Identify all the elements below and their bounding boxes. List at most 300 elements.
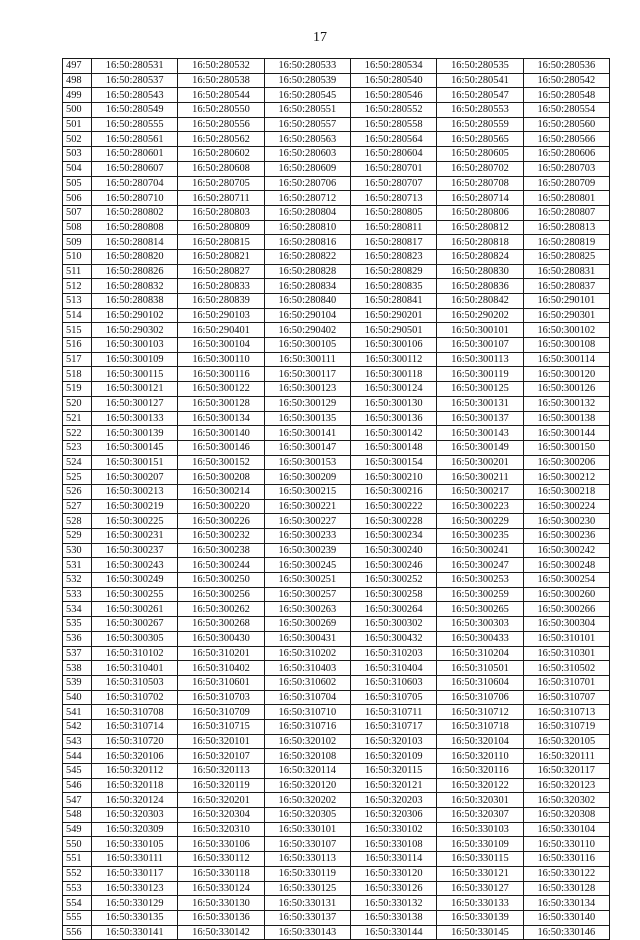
cadastral-number-cell: 16:50:330121 — [437, 866, 523, 881]
row-number-cell: 537 — [63, 646, 92, 661]
table-row — [63, 161, 610, 176]
table-row — [63, 822, 610, 837]
row-number-cell: 552 — [63, 866, 92, 881]
cadastral-number-cell: 16:50:280826 — [92, 264, 178, 279]
cadastral-number-cell: 16:50:280806 — [437, 205, 523, 220]
cadastral-number-cell: 16:50:280838 — [92, 294, 178, 309]
cadastral-number-cell: 16:50:310402 — [178, 661, 264, 676]
table-row — [63, 852, 610, 867]
cadastral-number-cell: 16:50:300111 — [264, 352, 350, 367]
cadastral-number-cell: 16:50:280825 — [523, 249, 609, 264]
cadastral-number-cell: 16:50:280823 — [350, 249, 436, 264]
cadastral-number-cell: 16:50:280601 — [92, 147, 178, 162]
cadastral-number-cell: 16:50:310716 — [264, 719, 350, 734]
cadastral-number-cell: 16:50:310403 — [264, 661, 350, 676]
cadastral-number-cell: 16:50:280541 — [437, 73, 523, 88]
cadastral-number-cell: 16:50:300248 — [523, 558, 609, 573]
cadastral-number-cell: 16:50:320115 — [350, 764, 436, 779]
cadastral-number-cell: 16:50:280817 — [350, 235, 436, 250]
table-row — [63, 205, 610, 220]
row-number-cell: 507 — [63, 205, 92, 220]
cadastral-number-cell: 16:50:300107 — [437, 338, 523, 353]
cadastral-number-cell: 16:50:280822 — [264, 249, 350, 264]
cadastral-number-cell: 16:50:280816 — [264, 235, 350, 250]
cadastral-number-cell: 16:50:280555 — [92, 117, 178, 132]
row-number-cell: 549 — [63, 822, 92, 837]
table-row — [63, 396, 610, 411]
cadastral-number-cell: 16:50:300263 — [264, 602, 350, 617]
cadastral-number-cell: 16:50:300148 — [350, 440, 436, 455]
cadastral-number-cell: 16:50:320202 — [264, 793, 350, 808]
cadastral-number-cell: 16:50:280819 — [523, 235, 609, 250]
cadastral-number-cell: 16:50:320107 — [178, 749, 264, 764]
cadastral-number-cell: 16:50:300254 — [523, 573, 609, 588]
cadastral-number-cell: 16:50:330124 — [178, 881, 264, 896]
cadastral-number-cell: 16:50:300113 — [437, 352, 523, 367]
row-number-cell: 517 — [63, 352, 92, 367]
cadastral-number-cell: 16:50:310201 — [178, 646, 264, 661]
table-row — [63, 558, 610, 573]
cadastral-number-cell: 16:50:280805 — [350, 205, 436, 220]
table-row — [63, 455, 610, 470]
cadastral-number-cell: 16:50:280563 — [264, 132, 350, 147]
cadastral-number-cell: 16:50:300208 — [178, 470, 264, 485]
cadastral-number-cell: 16:50:300305 — [92, 631, 178, 646]
cadastral-number-cell: 16:50:310404 — [350, 661, 436, 676]
cadastral-number-cell: 16:50:280707 — [350, 176, 436, 191]
cadastral-number-cell: 16:50:310720 — [92, 734, 178, 749]
cadastral-number-cell: 16:50:320105 — [523, 734, 609, 749]
cadastral-number-cell: 16:50:300433 — [437, 631, 523, 646]
cadastral-number-cell: 16:50:300303 — [437, 617, 523, 632]
cadastral-number-cell: 16:50:300231 — [92, 529, 178, 544]
table-row — [63, 147, 610, 162]
cadastral-number-cell: 16:50:280821 — [178, 249, 264, 264]
cadastral-number-cell: 16:50:280561 — [92, 132, 178, 147]
cadastral-number-cell: 16:50:330125 — [264, 881, 350, 896]
cadastral-number-cell: 16:50:280557 — [264, 117, 350, 132]
cadastral-number-cell: 16:50:280556 — [178, 117, 264, 132]
cadastral-number-cell: 16:50:300121 — [92, 382, 178, 397]
cadastral-number-cell: 16:50:320112 — [92, 764, 178, 779]
row-number-cell: 504 — [63, 161, 92, 176]
table-row — [63, 294, 610, 309]
cadastral-number-cell: 16:50:310705 — [350, 690, 436, 705]
cadastral-number-cell: 16:50:300249 — [92, 573, 178, 588]
row-number-cell: 548 — [63, 808, 92, 823]
cadastral-number-cell: 16:50:280815 — [178, 235, 264, 250]
table-row — [63, 117, 610, 132]
cadastral-number-cell: 16:50:280709 — [523, 176, 609, 191]
cadastral-number-cell: 16:50:300222 — [350, 499, 436, 514]
table-row — [63, 719, 610, 734]
cadastral-number-cell: 16:50:330132 — [350, 896, 436, 911]
cadastral-number-cell: 16:50:300130 — [350, 396, 436, 411]
row-number-cell: 534 — [63, 602, 92, 617]
table-row — [63, 866, 610, 881]
cadastral-number-cell: 16:50:300304 — [523, 617, 609, 632]
row-number-cell: 518 — [63, 367, 92, 382]
cadastral-number-cell: 16:50:300139 — [92, 426, 178, 441]
cadastral-number-cell: 16:50:330139 — [437, 910, 523, 925]
cadastral-number-cell: 16:50:280714 — [437, 191, 523, 206]
page-number: 17 — [313, 30, 327, 45]
cadastral-number-cell: 16:50:320108 — [264, 749, 350, 764]
cadastral-number-cell: 16:50:280840 — [264, 294, 350, 309]
row-number-cell: 538 — [63, 661, 92, 676]
cadastral-number-cell: 16:50:280554 — [523, 103, 609, 118]
row-number-cell: 526 — [63, 484, 92, 499]
cadastral-number-cell: 16:50:280606 — [523, 147, 609, 162]
table-row — [63, 925, 610, 940]
cadastral-number-cell: 16:50:300108 — [523, 338, 609, 353]
cadastral-number-cell: 16:50:330114 — [350, 852, 436, 867]
cadastral-number-cell: 16:50:300132 — [523, 396, 609, 411]
cadastral-number-cell: 16:50:280566 — [523, 132, 609, 147]
cadastral-number-cell: 16:50:300240 — [350, 543, 436, 558]
cadastral-numbers-table — [62, 58, 610, 940]
cadastral-number-cell: 16:50:300101 — [437, 323, 523, 338]
table-row — [63, 73, 610, 88]
cadastral-number-cell: 16:50:280842 — [437, 294, 523, 309]
cadastral-number-cell: 16:50:280608 — [178, 161, 264, 176]
cadastral-number-cell: 16:50:300122 — [178, 382, 264, 397]
row-number-cell: 521 — [63, 411, 92, 426]
row-number-cell: 525 — [63, 470, 92, 485]
row-number-cell: 544 — [63, 749, 92, 764]
cadastral-number-cell: 16:50:300118 — [350, 367, 436, 382]
row-number-cell: 543 — [63, 734, 92, 749]
cadastral-number-cell: 16:50:320117 — [523, 764, 609, 779]
cadastral-number-cell: 16:50:300226 — [178, 514, 264, 529]
cadastral-number-cell: 16:50:280602 — [178, 147, 264, 162]
cadastral-number-cell: 16:50:300120 — [523, 367, 609, 382]
table-row — [63, 631, 610, 646]
cadastral-number-cell: 16:50:280803 — [178, 205, 264, 220]
cadastral-number-cell: 16:50:320307 — [437, 808, 523, 823]
cadastral-number-cell: 16:50:290402 — [264, 323, 350, 338]
cadastral-number-cell: 16:50:330138 — [350, 910, 436, 925]
table-row — [63, 705, 610, 720]
cadastral-number-cell: 16:50:310701 — [523, 675, 609, 690]
cadastral-number-cell: 16:50:330128 — [523, 881, 609, 896]
cadastral-number-cell: 16:50:300266 — [523, 602, 609, 617]
cadastral-number-cell: 16:50:330122 — [523, 866, 609, 881]
cadastral-number-cell: 16:50:330112 — [178, 852, 264, 867]
cadastral-number-cell: 16:50:300105 — [264, 338, 350, 353]
cadastral-number-cell: 16:50:300246 — [350, 558, 436, 573]
cadastral-number-cell: 16:50:280818 — [437, 235, 523, 250]
cadastral-number-cell: 16:50:300432 — [350, 631, 436, 646]
cadastral-number-cell: 16:50:300227 — [264, 514, 350, 529]
cadastral-number-cell: 16:50:310719 — [523, 719, 609, 734]
cadastral-number-cell: 16:50:330131 — [264, 896, 350, 911]
cadastral-number-cell: 16:50:280560 — [523, 117, 609, 132]
cadastral-number-cell: 16:50:280565 — [437, 132, 523, 147]
cadastral-number-cell: 16:50:300259 — [437, 587, 523, 602]
cadastral-number-cell: 16:50:280547 — [437, 88, 523, 103]
cadastral-number-cell: 16:50:280820 — [92, 249, 178, 264]
cadastral-number-cell: 16:50:300236 — [523, 529, 609, 544]
table-row — [63, 764, 610, 779]
cadastral-number-cell: 16:50:320103 — [350, 734, 436, 749]
cadastral-number-cell: 16:50:320106 — [92, 749, 178, 764]
cadastral-number-cell: 16:50:300302 — [350, 617, 436, 632]
row-number-cell: 519 — [63, 382, 92, 397]
cadastral-number-cell: 16:50:300128 — [178, 396, 264, 411]
row-number-cell: 554 — [63, 896, 92, 911]
table-row — [63, 749, 610, 764]
cadastral-number-cell: 16:50:310707 — [523, 690, 609, 705]
table-row — [63, 103, 610, 118]
cadastral-number-cell: 16:50:300233 — [264, 529, 350, 544]
cadastral-number-cell: 16:50:320110 — [437, 749, 523, 764]
cadastral-number-cell: 16:50:280829 — [350, 264, 436, 279]
cadastral-number-cell: 16:50:300230 — [523, 514, 609, 529]
row-number-cell: 531 — [63, 558, 92, 573]
cadastral-number-cell: 16:50:310204 — [437, 646, 523, 661]
cadastral-number-cell: 16:50:330120 — [350, 866, 436, 881]
cadastral-number-cell: 16:50:330134 — [523, 896, 609, 911]
cadastral-number-cell: 16:50:280536 — [523, 59, 609, 74]
cadastral-number-cell: 16:50:310102 — [92, 646, 178, 661]
cadastral-number-cell: 16:50:330143 — [264, 925, 350, 940]
cadastral-number-cell: 16:50:330111 — [92, 852, 178, 867]
cadastral-number-cell: 16:50:280713 — [350, 191, 436, 206]
cadastral-number-cell: 16:50:300136 — [350, 411, 436, 426]
cadastral-number-cell: 16:50:300109 — [92, 352, 178, 367]
cadastral-number-cell: 16:50:300213 — [92, 484, 178, 499]
cadastral-number-cell: 16:50:330119 — [264, 866, 350, 881]
cadastral-number-cell: 16:50:290501 — [350, 323, 436, 338]
cadastral-number-cell: 16:50:300153 — [264, 455, 350, 470]
cadastral-number-cell: 16:50:330115 — [437, 852, 523, 867]
row-number-cell: 512 — [63, 279, 92, 294]
cadastral-number-cell: 16:50:300262 — [178, 602, 264, 617]
row-number-cell: 536 — [63, 631, 92, 646]
row-number-cell: 553 — [63, 881, 92, 896]
cadastral-number-cell: 16:50:300228 — [350, 514, 436, 529]
row-number-cell: 497 — [63, 59, 92, 74]
cadastral-number-cell: 16:50:280607 — [92, 161, 178, 176]
table-row — [63, 587, 610, 602]
table-row — [63, 778, 610, 793]
cadastral-number-cell: 16:50:300209 — [264, 470, 350, 485]
table-row — [63, 602, 610, 617]
table-row — [63, 793, 610, 808]
cadastral-number-cell: 16:50:300255 — [92, 587, 178, 602]
cadastral-number-cell: 16:50:310709 — [178, 705, 264, 720]
cadastral-number-cell: 16:50:280814 — [92, 235, 178, 250]
cadastral-number-cell: 16:50:280701 — [350, 161, 436, 176]
cadastral-number-cell: 16:50:330146 — [523, 925, 609, 940]
cadastral-number-cell: 16:50:280544 — [178, 88, 264, 103]
cadastral-number-cell: 16:50:280833 — [178, 279, 264, 294]
cadastral-number-cell: 16:50:300267 — [92, 617, 178, 632]
cadastral-number-cell: 16:50:280811 — [350, 220, 436, 235]
table-row — [63, 367, 610, 382]
row-number-cell: 505 — [63, 176, 92, 191]
cadastral-number-cell: 16:50:330108 — [350, 837, 436, 852]
cadastral-number-cell: 16:50:280706 — [264, 176, 350, 191]
cadastral-number-cell: 16:50:300112 — [350, 352, 436, 367]
cadastral-number-cell: 16:50:330118 — [178, 866, 264, 881]
cadastral-number-cell: 16:50:280553 — [437, 103, 523, 118]
cadastral-number-cell: 16:50:280535 — [437, 59, 523, 74]
table-row — [63, 808, 610, 823]
cadastral-number-cell: 16:50:310704 — [264, 690, 350, 705]
cadastral-number-cell: 16:50:300218 — [523, 484, 609, 499]
cadastral-number-cell: 16:50:280812 — [437, 220, 523, 235]
cadastral-number-cell: 16:50:330133 — [437, 896, 523, 911]
cadastral-number-cell: 16:50:310602 — [264, 675, 350, 690]
cadastral-number-cell: 16:50:280836 — [437, 279, 523, 294]
cadastral-number-cell: 16:50:300253 — [437, 573, 523, 588]
cadastral-number-cell: 16:50:280552 — [350, 103, 436, 118]
cadastral-number-cell: 16:50:310702 — [92, 690, 178, 705]
table-row — [63, 881, 610, 896]
cadastral-number-cell: 16:50:300214 — [178, 484, 264, 499]
cadastral-number-cell: 16:50:300145 — [92, 440, 178, 455]
cadastral-number-cell: 16:50:300119 — [437, 367, 523, 382]
row-number-cell: 542 — [63, 719, 92, 734]
cadastral-number-cell: 16:50:310203 — [350, 646, 436, 661]
cadastral-number-cell: 16:50:310710 — [264, 705, 350, 720]
cadastral-number-cell: 16:50:330126 — [350, 881, 436, 896]
cadastral-number-cell: 16:50:300127 — [92, 396, 178, 411]
cadastral-number-cell: 16:50:280807 — [523, 205, 609, 220]
table-row — [63, 734, 610, 749]
cadastral-number-cell: 16:50:300243 — [92, 558, 178, 573]
cadastral-number-cell: 16:50:300106 — [350, 338, 436, 353]
cadastral-number-cell: 16:50:280828 — [264, 264, 350, 279]
cadastral-number-cell: 16:50:330104 — [523, 822, 609, 837]
cadastral-number-cell: 16:50:280804 — [264, 205, 350, 220]
cadastral-number-cell: 16:50:310503 — [92, 675, 178, 690]
cadastral-number-cell: 16:50:320310 — [178, 822, 264, 837]
cadastral-number-cell: 16:50:320306 — [350, 808, 436, 823]
cadastral-number-cell: 16:50:330107 — [264, 837, 350, 852]
cadastral-number-cell: 16:50:300260 — [523, 587, 609, 602]
cadastral-number-cell: 16:50:320113 — [178, 764, 264, 779]
cadastral-number-cell: 16:50:280810 — [264, 220, 350, 235]
cadastral-number-cell: 16:50:310715 — [178, 719, 264, 734]
row-number-cell: 550 — [63, 837, 92, 852]
cadastral-number-cell: 16:50:300232 — [178, 529, 264, 544]
table-row — [63, 543, 610, 558]
cadastral-number-cell: 16:50:310714 — [92, 719, 178, 734]
cadastral-number-cell: 16:50:290201 — [350, 308, 436, 323]
row-number-cell: 508 — [63, 220, 92, 235]
cadastral-number-cell: 16:50:300261 — [92, 602, 178, 617]
cadastral-number-cell: 16:50:300217 — [437, 484, 523, 499]
cadastral-number-cell: 16:50:300210 — [350, 470, 436, 485]
cadastral-number-cell: 16:50:320308 — [523, 808, 609, 823]
cadastral-number-cell: 16:50:280605 — [437, 147, 523, 162]
cadastral-number-cell: 16:50:320111 — [523, 749, 609, 764]
cadastral-number-cell: 16:50:300251 — [264, 573, 350, 588]
cadastral-number-cell: 16:50:300131 — [437, 396, 523, 411]
cadastral-number-cell: 16:50:320305 — [264, 808, 350, 823]
cadastral-number-cell: 16:50:320201 — [178, 793, 264, 808]
row-number-cell: 509 — [63, 235, 92, 250]
cadastral-number-cell: 16:50:320304 — [178, 808, 264, 823]
cadastral-number-cell: 16:50:280704 — [92, 176, 178, 191]
row-number-cell: 511 — [63, 264, 92, 279]
table-row — [63, 308, 610, 323]
cadastral-number-cell: 16:50:280809 — [178, 220, 264, 235]
cadastral-number-cell: 16:50:280824 — [437, 249, 523, 264]
table-row — [63, 338, 610, 353]
cadastral-number-cell: 16:50:320302 — [523, 793, 609, 808]
cadastral-number-cell: 16:50:300103 — [92, 338, 178, 353]
row-number-cell: 556 — [63, 925, 92, 940]
row-number-cell: 539 — [63, 675, 92, 690]
cadastral-number-cell: 16:50:300114 — [523, 352, 609, 367]
cadastral-number-cell: 16:50:300235 — [437, 529, 523, 544]
cadastral-number-cell: 16:50:310712 — [437, 705, 523, 720]
cadastral-number-cell: 16:50:300201 — [437, 455, 523, 470]
cadastral-number-cell: 16:50:300258 — [350, 587, 436, 602]
cadastral-number-cell: 16:50:300229 — [437, 514, 523, 529]
cadastral-number-cell: 16:50:320301 — [437, 793, 523, 808]
table-row — [63, 499, 610, 514]
table-row — [63, 690, 610, 705]
cadastral-number-cell: 16:50:300247 — [437, 558, 523, 573]
cadastral-number-cell: 16:50:280827 — [178, 264, 264, 279]
cadastral-number-cell: 16:50:280702 — [437, 161, 523, 176]
cadastral-number-cell: 16:50:290202 — [437, 308, 523, 323]
cadastral-number-cell: 16:50:300219 — [92, 499, 178, 514]
cadastral-number-cell: 16:50:330140 — [523, 910, 609, 925]
cadastral-number-cell: 16:50:330103 — [437, 822, 523, 837]
row-number-cell: 528 — [63, 514, 92, 529]
table-row — [63, 249, 610, 264]
cadastral-number-cell: 16:50:330129 — [92, 896, 178, 911]
cadastral-number-cell: 16:50:320121 — [350, 778, 436, 793]
table-row — [63, 426, 610, 441]
cadastral-number-cell: 16:50:300224 — [523, 499, 609, 514]
cadastral-number-cell: 16:50:300265 — [437, 602, 523, 617]
cadastral-number-cell: 16:50:300151 — [92, 455, 178, 470]
table-row — [63, 352, 610, 367]
cadastral-number-cell: 16:50:300102 — [523, 323, 609, 338]
cadastral-number-cell: 16:50:280562 — [178, 132, 264, 147]
cadastral-number-cell: 16:50:300137 — [437, 411, 523, 426]
cadastral-number-cell: 16:50:320116 — [437, 764, 523, 779]
cadastral-number-cell: 16:50:280531 — [92, 59, 178, 74]
row-number-cell: 541 — [63, 705, 92, 720]
cadastral-number-cell: 16:50:280604 — [350, 147, 436, 162]
cadastral-number-cell: 16:50:310708 — [92, 705, 178, 720]
table-row — [63, 440, 610, 455]
row-number-cell: 499 — [63, 88, 92, 103]
table-row — [63, 837, 610, 852]
cadastral-number-cell: 16:50:310703 — [178, 690, 264, 705]
cadastral-number-cell: 16:50:330141 — [92, 925, 178, 940]
cadastral-number-cell: 16:50:300133 — [92, 411, 178, 426]
cadastral-number-cell: 16:50:330130 — [178, 896, 264, 911]
cadastral-number-cell: 16:50:280711 — [178, 191, 264, 206]
cadastral-number-cell: 16:50:310717 — [350, 719, 436, 734]
row-number-cell: 527 — [63, 499, 92, 514]
cadastral-number-cell: 16:50:300116 — [178, 367, 264, 382]
table-row — [63, 220, 610, 235]
cadastral-number-cell: 16:50:280564 — [350, 132, 436, 147]
table-row — [63, 910, 610, 925]
table-row — [63, 514, 610, 529]
cadastral-number-cell: 16:50:320303 — [92, 808, 178, 823]
